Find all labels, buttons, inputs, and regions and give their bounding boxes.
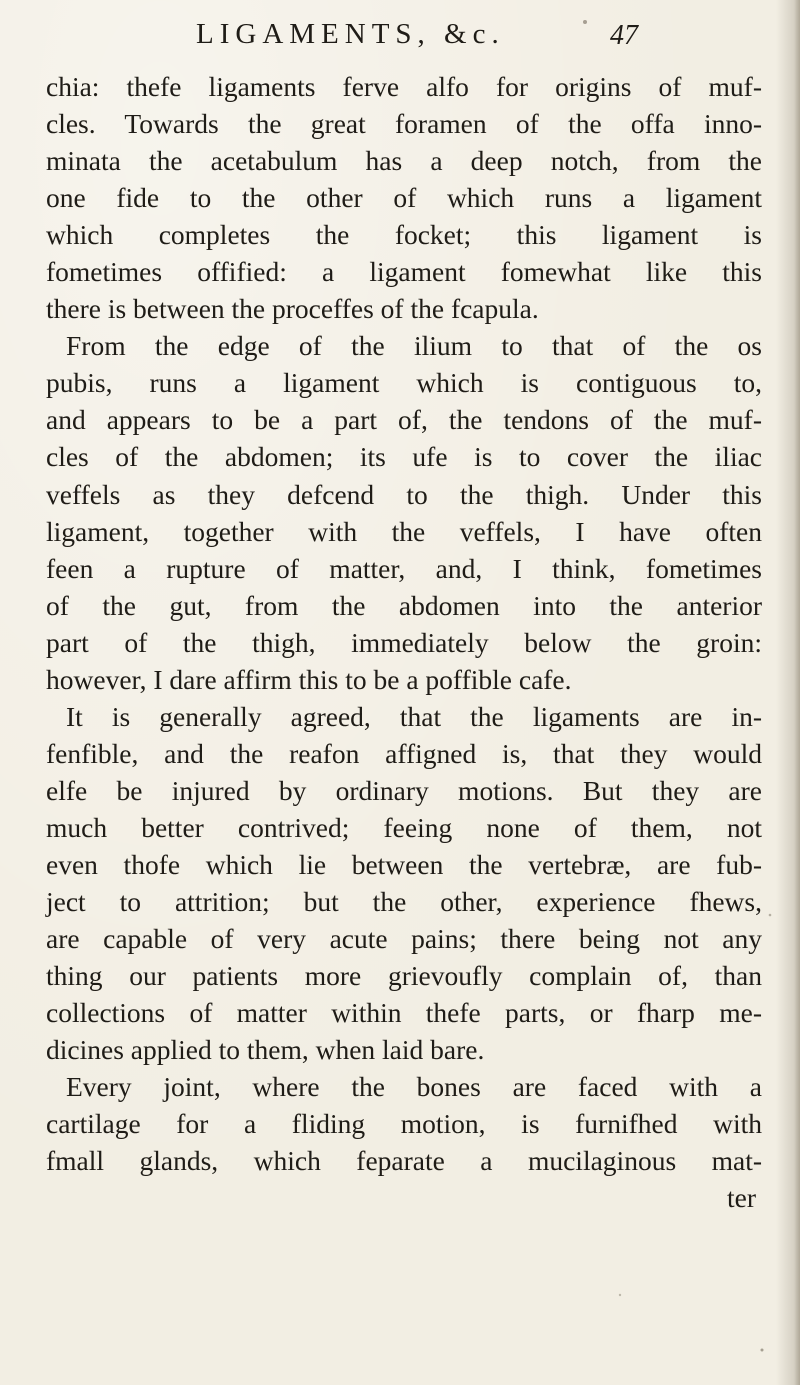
text-line: pubis, runs a ligament which is contiguous to, xyxy=(46,367,762,399)
text-line: of the gut, from the abdomen into the anterior xyxy=(46,589,762,621)
catchword: ter xyxy=(726,1182,756,1214)
text-line: elfe be injured by ordinary motions. But they are xyxy=(46,774,762,806)
text-line: thing our patients more grievoufly complain of, than xyxy=(46,960,762,992)
text-line: cles of the abdomen; its ufe is to cover the iliac xyxy=(46,441,762,473)
text-line: fometimes offified: a ligament fomewhat like this xyxy=(46,256,762,288)
text-line: cartilage for a fliding motion, is furnifhed with xyxy=(46,1108,762,1140)
text-line: fenfible, and the reafon affigned is, that they would xyxy=(46,737,762,769)
text-line: dicines applied to them, when laid bare. xyxy=(46,1034,485,1066)
text-line: even thofe which lie between the vertebræ, are fub- xyxy=(46,848,762,880)
page-edge-shadow xyxy=(794,0,800,1385)
running-title: LIGAMENTS, &c. xyxy=(196,18,505,50)
text-line: however, I dare affirm this to be a poffible cafe. xyxy=(46,663,572,695)
text-line: chia: thefe ligaments ferve alfo for origins of muf- xyxy=(46,71,762,102)
text-line: ligament, together with the veffels, I have often xyxy=(46,515,762,547)
text-line: there is between the proceffes of the fcapula. xyxy=(46,293,539,325)
text-line: feen a rupture of matter, and, I think, fometimes xyxy=(46,552,762,584)
text-line: fmall glands, which feparate a mucilaginous mat- xyxy=(46,1145,762,1177)
text-line: ject to attrition; but the other, experience fhews, xyxy=(46,886,762,918)
text-line: veffels as they defcend to the thigh. Under this xyxy=(46,478,762,510)
body-text xyxy=(46,68,762,1216)
paragraph-start-line: From the edge of the ilium to that of the os xyxy=(66,330,762,362)
text-line: minata the acetabulum has a deep notch, from the xyxy=(46,145,762,177)
text-line: much better contrived; feeing none of them, not xyxy=(46,811,762,843)
text-line: one fide to the other of which runs a ligament xyxy=(46,182,762,214)
paragraph-start-line: It is generally agreed, that the ligaments are in- xyxy=(66,700,762,732)
page-number: 47 xyxy=(610,20,638,51)
paragraph-start-line: Every joint, where the bones are faced with a xyxy=(66,1071,762,1103)
text-line: cles. Towards the great foramen of the offa inno- xyxy=(46,108,762,140)
text-line: part of the thigh, immediately below the groin: xyxy=(46,626,762,658)
running-head xyxy=(196,18,756,58)
text-line: are capable of very acute pains; there being not any xyxy=(46,923,762,955)
text-line: collections of matter within thefe parts, or fharp me- xyxy=(46,997,762,1029)
text-line: and appears to be a part of, the tendons of the muf- xyxy=(46,404,762,436)
text-line: which completes the focket; this ligament is xyxy=(46,219,762,251)
